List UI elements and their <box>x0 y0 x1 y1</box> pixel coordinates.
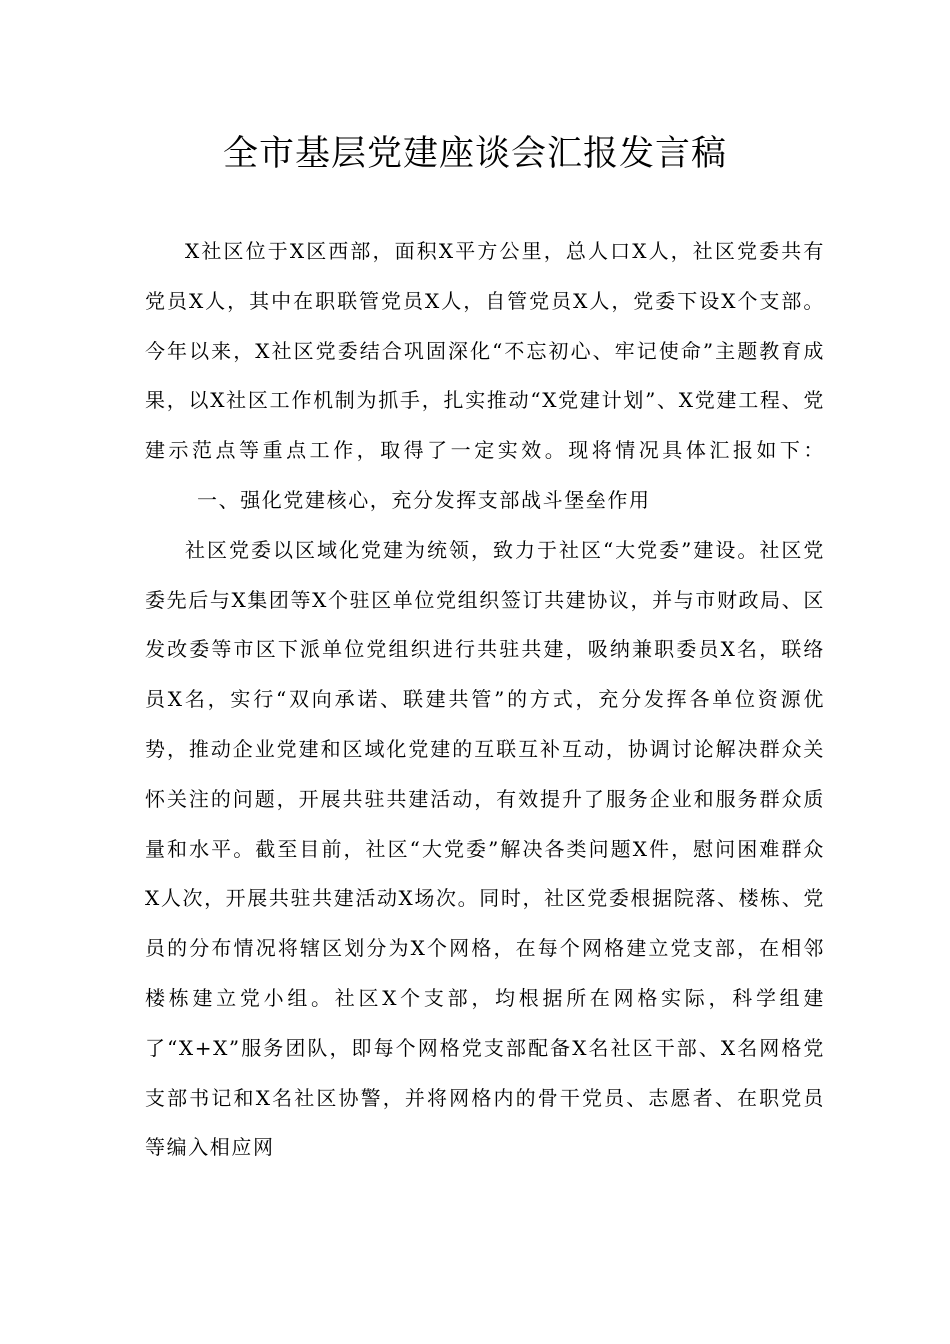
section-heading-one: 一、强化党建核心，充分发挥支部战斗堡垒作用 <box>197 487 651 512</box>
document-body <box>145 227 825 1173</box>
paragraph-intro-text: X社区位于X区西部，面积X平方公里，总人口X人，社区党委共有党员X人，其中在职联管党员X人，自管党员X人，党委下设X个支部。今年以来，X社区党委结合巩固深化“不忘初心、牢记使命”主题教育成果，以X社区工作机制为抓手，扎实推动“X党建计划”、X党建工程、党建示范点等重点工作，取得了一定实效。现将情况具体汇报如下： <box>145 239 825 463</box>
document-title: 全市基层党建座谈会汇报发言稿 <box>222 134 727 174</box>
paragraph-party-building <box>145 526 825 1173</box>
paragraph-party-building-text: 社区党委以区域化党建为统领，致力于社区“大党委”建设。社区党委先后与X集团等X个驻区单位党组织签订共建协议，并与市财政局、区发改委等市区下派单位党组织进行共驻共建，吸纳兼职委员X名，联络员X名，实行“双向承诺、联建共管”的方式，充分发挥各单位资源优势，推动企业党建和区域化党建的互联互补互动，协调讨论解决群众关怀关注的问题，开展共驻共建活动，有效提升了服务企业和服务群众质量和水平。截至目前，社区“大党委”解决各类问题X件，慰问困难群众X人次，开展共驻共建活动X场次。同时，社区党委根据院落、楼栋、党员的分布情况将辖区划分为X个网格，在每个网格建立党支部，在相邻楼栋建立党小组。社区X个支部，均根据所在网格实际，科学组建了“X+X”服务团队，即每个网格党支部配备X名社区干部、X名网格党支部书记和X名社区协警，并将网格内的骨干党员、志愿者、在职党员等编入相应网 <box>145 537 825 1160</box>
paragraph-intro <box>145 227 825 526</box>
